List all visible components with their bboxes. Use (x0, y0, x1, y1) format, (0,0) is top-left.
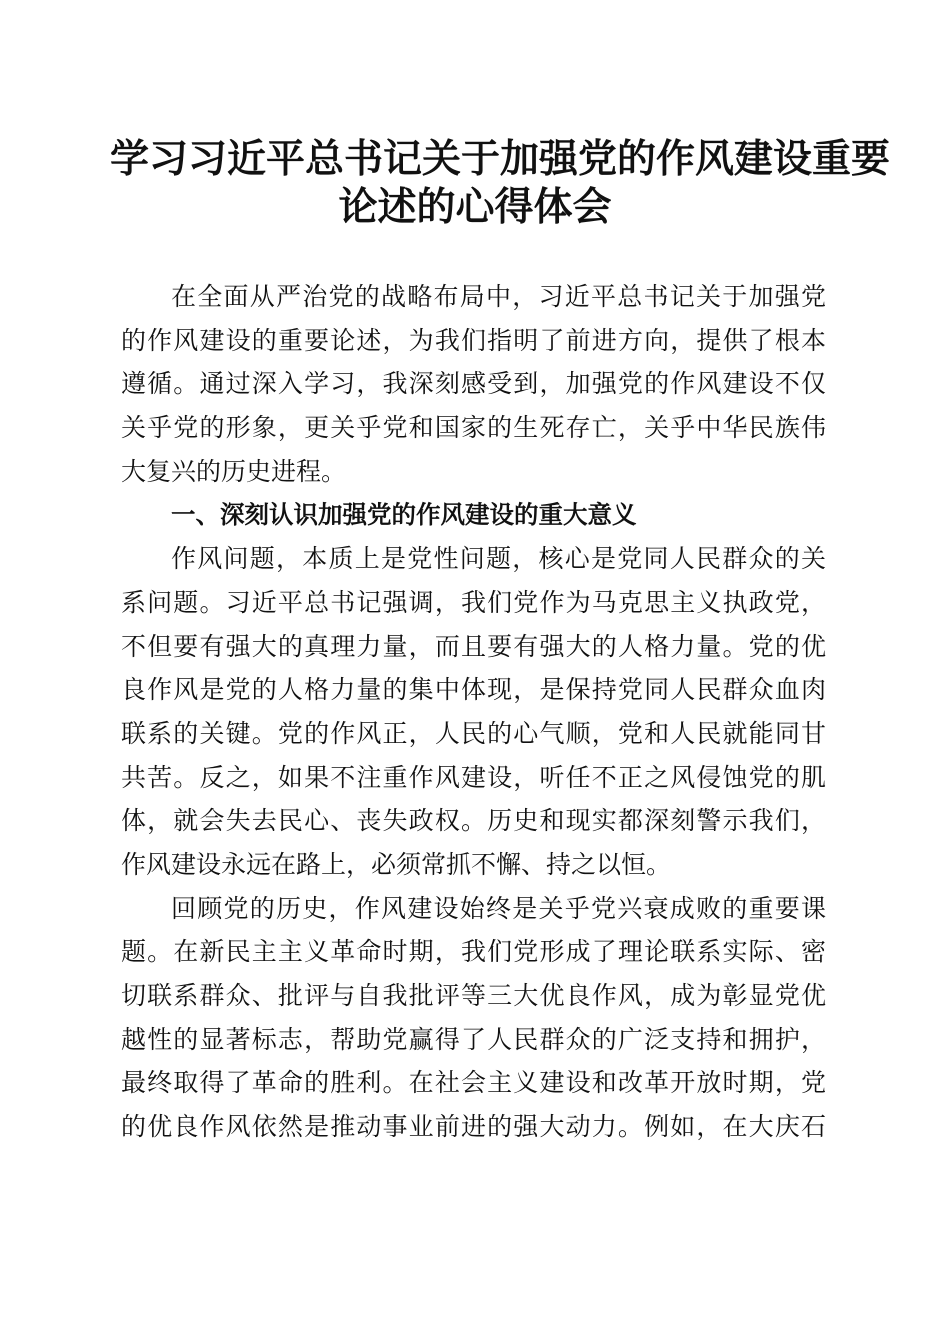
paragraph-line: 共苦。反之，如果不注重作风建设，听任不正之风侵蚀党的肌 (121, 762, 826, 792)
paragraph-line: 良作风是党的人格力量的集中体现，是保持党同人民群众血肉 (121, 675, 826, 705)
paragraph-line: 切联系群众、批评与自我批评等三大优良作风，成为彰显党优 (121, 981, 826, 1010)
paragraph-line: 的作风建设的重要论述，为我们指明了前进方向，提供了根本 (121, 325, 826, 355)
paragraph-line: 作风问题，本质上是党性问题，核心是党同人民群众的关 (171, 544, 826, 574)
paragraph-line: 回顾党的历史，作风建设始终是关乎党兴衰成败的重要课 (171, 893, 826, 923)
paragraph-line: 系问题。习近平总书记强调，我们党作为马克思主义执政党， (121, 587, 826, 617)
paragraph-line: 大复兴的历史进程。 (121, 456, 347, 486)
paragraph-line: 关乎党的形象，更关乎党和国家的生死存亡，关乎中华民族伟 (121, 413, 826, 443)
paragraph-line: 联系的关键。党的作风正，人民的心气顺，党和人民就能同甘 (121, 718, 826, 748)
paragraph-line: 在全面从严治党的战略布局中，习近平总书记关于加强党 (171, 282, 826, 311)
paragraph-line: 最终取得了革命的胜利。在社会主义建设和改革开放时期，党 (121, 1068, 826, 1098)
paragraph-line: 的优良作风依然是推动事业前进的强大动力。例如，在大庆石 (121, 1112, 826, 1142)
document-body (121, 275, 826, 1149)
section-heading: 一、深刻认识加强党的作风建设的重大意义 (171, 500, 637, 530)
document-title-line-1: 学习习近平总书记关于加强党的作风建设重要 (110, 136, 891, 182)
paragraph-line: 题。在新民主主义革命时期，我们党形成了理论联系实际、密 (121, 937, 826, 967)
paragraph-line: 作风建设永远在路上，必须常抓不懈、持之以恒。 (121, 849, 672, 879)
document-title-line-2: 论述的心得体会 (338, 184, 612, 230)
paragraph-line: 遵循。通过深入学习，我深刻感受到，加强党的作风建设不仅 (121, 369, 826, 399)
paragraph-line: 越性的显著标志，帮助党赢得了人民群众的广泛支持和拥护， (121, 1024, 826, 1054)
paragraph-line: 不但要有强大的真理力量，而且要有强大的人格力量。党的优 (121, 631, 826, 661)
paragraph-line: 体，就会失去民心、丧失政权。历史和现实都深刻警示我们， (121, 806, 826, 836)
